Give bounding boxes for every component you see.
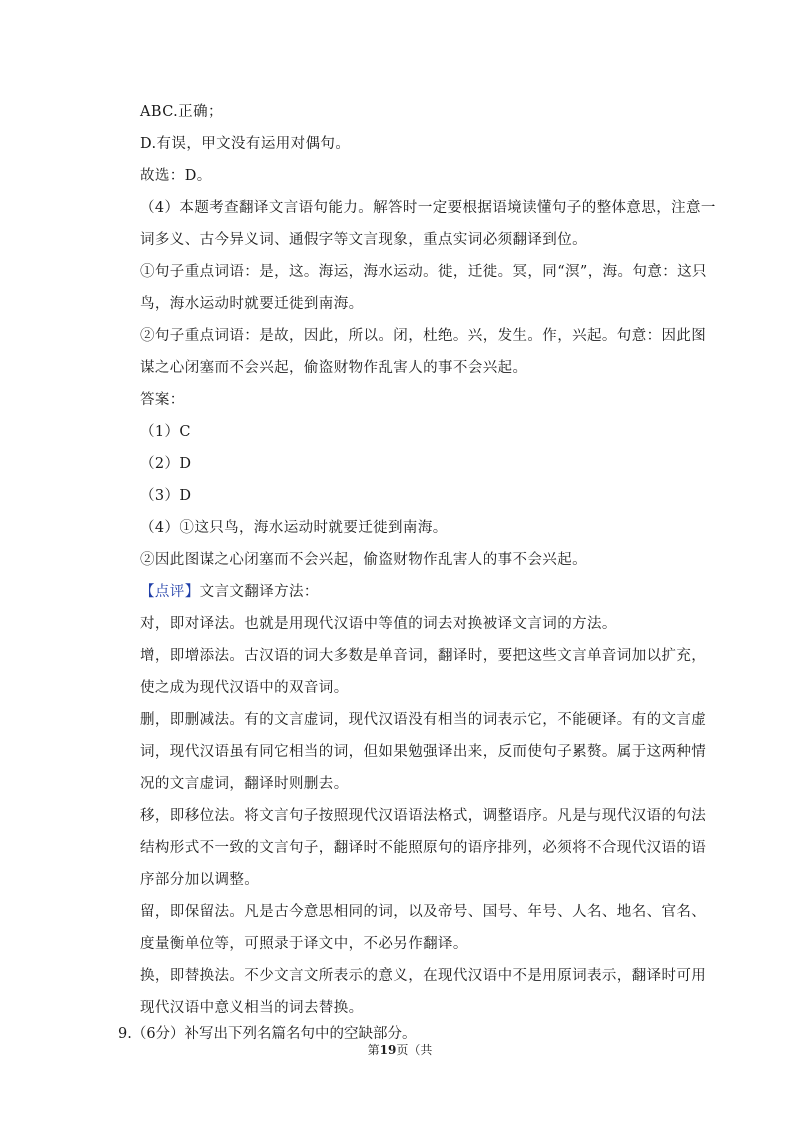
- analysis-line-3: 故选：D。: [140, 168, 212, 184]
- comment-line-6: 况的文言虚词，翻译时则删去。: [140, 776, 349, 792]
- comment-title: 文言文翻译方法：: [199, 584, 319, 600]
- footer-page-number: 19: [379, 1043, 397, 1057]
- comment-line-11: 度量衡单位等，可照录于译文中，不必另作翻译。: [140, 936, 468, 952]
- answer-item-3: （3）D: [140, 488, 192, 504]
- comment-line-10: 留，即保留法。凡是古今意思相同的词，以及帝号、国号、年号、人名、地名、官名、: [140, 904, 707, 920]
- comment-heading: [140, 582, 319, 602]
- analysis-line-7: 鸟，海水运动时就要迁徙到南海。: [140, 296, 364, 312]
- analysis-line-4: （4）本题考查翻译文言语句能力。解答时一定要根据语境读懂句子的整体意思，注意一: [140, 200, 716, 216]
- comment-tag: 【点评】: [140, 584, 200, 600]
- comment-line-3: 使之成为现代汉语中的双音词。: [140, 680, 349, 696]
- comment-line-9: 序部分加以调整。: [140, 872, 260, 888]
- comment-line-13: 现代汉语中意义相当的词去替换。: [140, 1000, 364, 1016]
- answer-item-5: ②因此图谋之心闭塞而不会兴起，偷盗财物作乱害人的事不会兴起。: [140, 552, 587, 568]
- comment-line-1: 对，即对译法。也就是用现代汉语中等值的词去对换被译文言词的方法。: [140, 616, 617, 632]
- comment-line-12: 换，即替换法。不少文言文所表示的意义，在现代汉语中不是用原词表示，翻译时可用: [140, 968, 707, 984]
- analysis-line-1: ABC.正确；: [140, 104, 223, 120]
- question-9: 9.（6分）补写出下列名篇名句中的空缺部分。: [118, 1026, 417, 1042]
- comment-line-5: 词，现代汉语虽有同它相当的词，但如果勉强译出来，反而使句子累赘。属于这两种情: [140, 744, 707, 760]
- footer-suffix: 页（共: [396, 1043, 433, 1057]
- analysis-line-6: ①句子重点词语：是，这。海运，海水运动。徙，迁徙。冥，同“溟”，海。句意：这只: [140, 264, 707, 280]
- comment-line-8: 结构形式不一致的文言句子，翻译时不能照原句的语序排列，必须将不合现代汉语的语: [140, 840, 707, 856]
- page-footer: [0, 1042, 800, 1058]
- analysis-line-9: 谋之心闭塞而不会兴起，偷盗财物作乱害人的事不会兴起。: [140, 360, 528, 376]
- analysis-line-5: 词多义、古今异义词、通假字等文言现象，重点实词必须翻译到位。: [140, 232, 587, 248]
- analysis-line-2: D.有误，甲文没有运用对偶句。: [140, 136, 351, 152]
- answer-item-2: （2）D: [140, 456, 192, 472]
- answer-item-1: （1）C: [140, 424, 191, 440]
- comment-line-2: 增，即增添法。古汉语的词大多数是单音词，翻译时，要把这些文言单音词加以扩充，: [140, 648, 707, 664]
- footer-prefix: 第: [367, 1043, 380, 1057]
- comment-line-4: 删，即删减法。有的文言虚词，现代汉语没有相当的词表示它，不能硬译。有的文言虚: [140, 712, 707, 728]
- comment-line-7: 移，即移位法。将文言句子按照现代汉语语法格式，调整语序。凡是与现代汉语的句法: [140, 808, 707, 824]
- answer-heading: 答案：: [140, 392, 185, 408]
- analysis-line-8: ②句子重点词语：是故，因此，所以。闭，杜绝。兴，发生。作，兴起。句意：因此图: [140, 328, 707, 344]
- answer-item-4: （4）①这只鸟，海水运动时就要迁徙到南海。: [140, 520, 448, 536]
